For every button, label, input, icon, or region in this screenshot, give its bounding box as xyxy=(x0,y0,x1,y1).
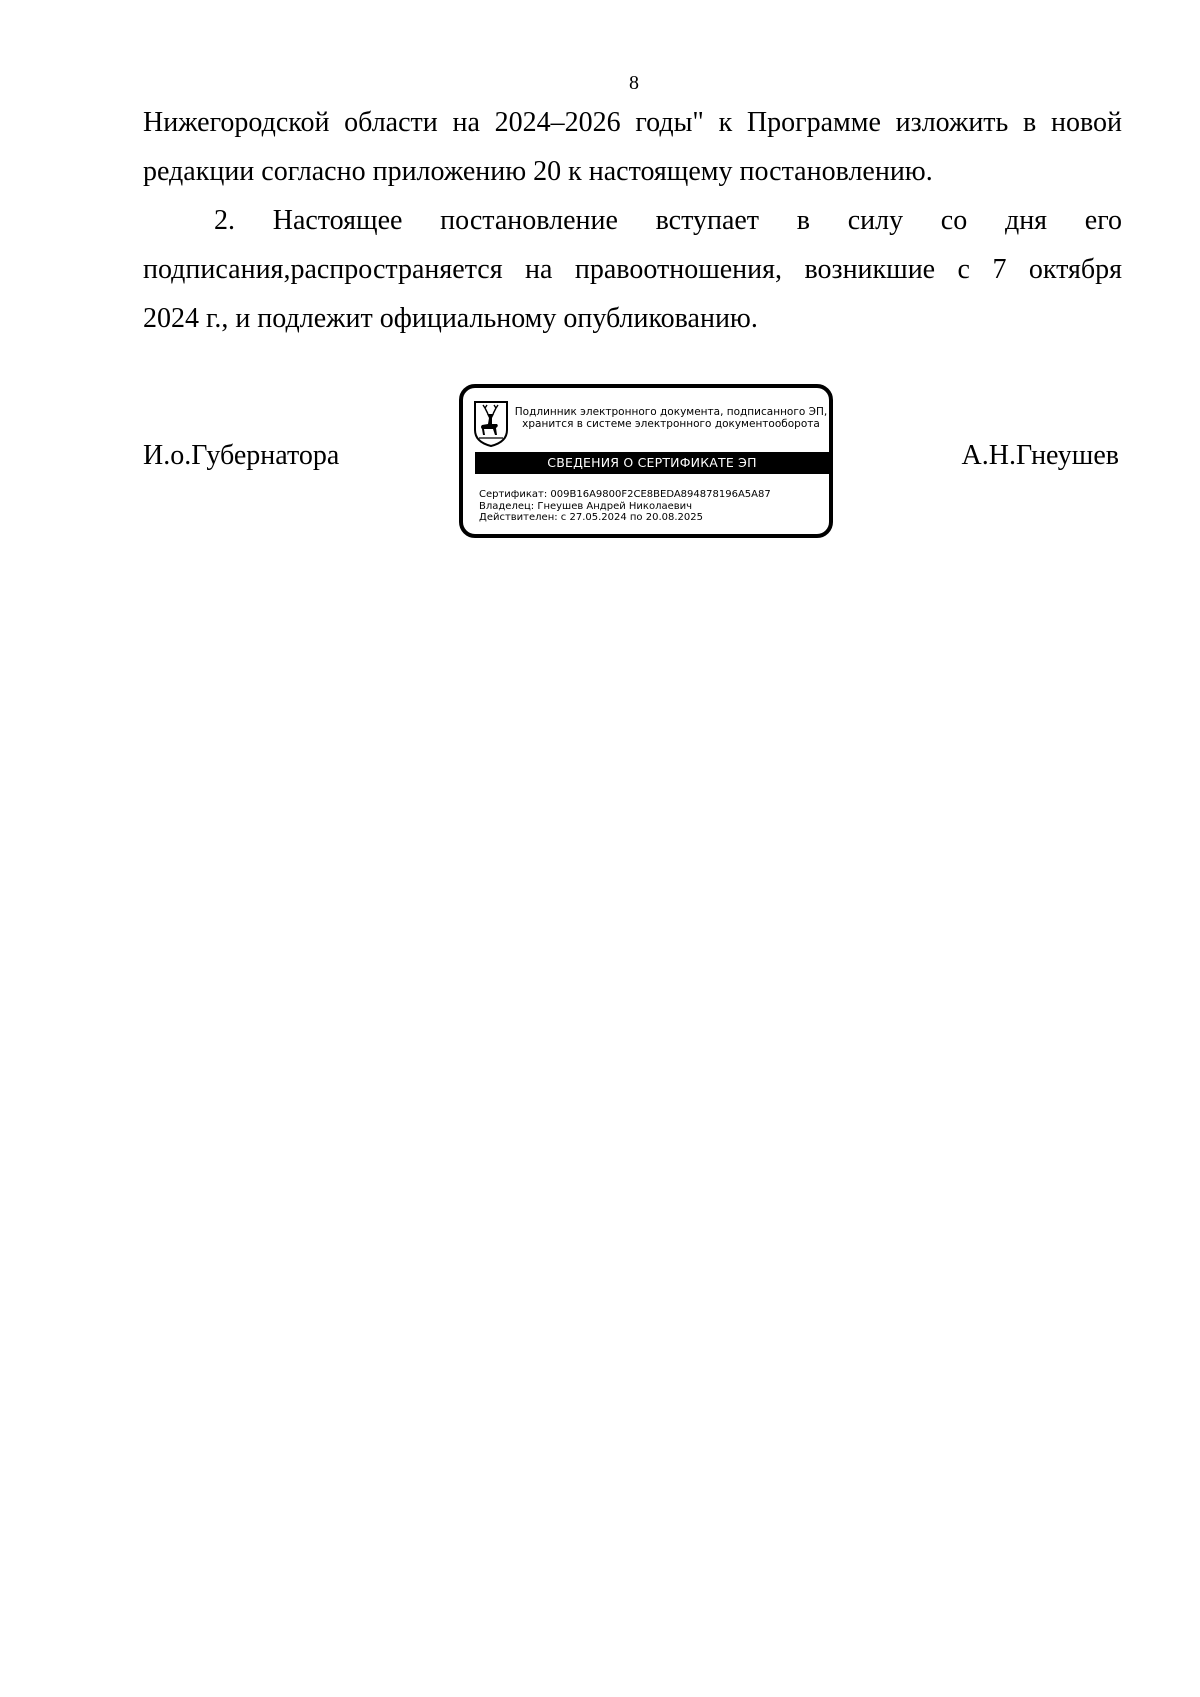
paragraph-1-line-2: редакции согласно приложению 20 к настоящему постановлению. xyxy=(143,156,933,187)
stamp-header-line-2: хранится в системе электронного документооборота xyxy=(522,418,820,430)
document-body xyxy=(143,98,1122,343)
paragraph-2-line-3: 2024 г., и подлежит официальному опубликованию. xyxy=(143,303,758,334)
certificate-owner: Владелец: Гнеушев Андрей Николаевич xyxy=(479,500,693,512)
paragraph-2-line-1: 2. Настоящее постановление вступает в силу со дня его xyxy=(214,205,1122,236)
certificate-details xyxy=(479,489,771,524)
stamp-header xyxy=(513,406,829,430)
paragraph-2 xyxy=(143,196,1122,343)
coat-of-arms-deer-icon xyxy=(473,400,509,448)
signatory-name: А.Н.Гнеушев xyxy=(961,440,1119,471)
signature-block xyxy=(143,384,1122,544)
certificate-info-bar: СВЕДЕНИЯ О СЕРТИФИКАТЕ ЭП xyxy=(475,452,829,474)
paragraph-2-line-2: подписания,распространяется на правоотношения, возникшие с 7 октября xyxy=(143,254,1122,285)
stamp-header-line-1: Подлинник электронного документа, подписанного ЭП, xyxy=(514,406,828,418)
electronic-signature-stamp xyxy=(459,384,833,538)
page-number: 8 xyxy=(629,72,639,94)
certificate-number: Сертификат: 009B16A9800F2CE8BEDA894878196A5A87 xyxy=(479,489,771,500)
signatory-title: И.о.Губернатора xyxy=(143,440,340,471)
paragraph-1-line-1: Нижегородской области на 2024–2026 годы" к Программе изложить в новой xyxy=(143,107,1122,138)
paragraph-1 xyxy=(143,98,1122,196)
certificate-validity: Действителен: с 27.05.2024 по 20.08.2025 xyxy=(479,512,703,523)
